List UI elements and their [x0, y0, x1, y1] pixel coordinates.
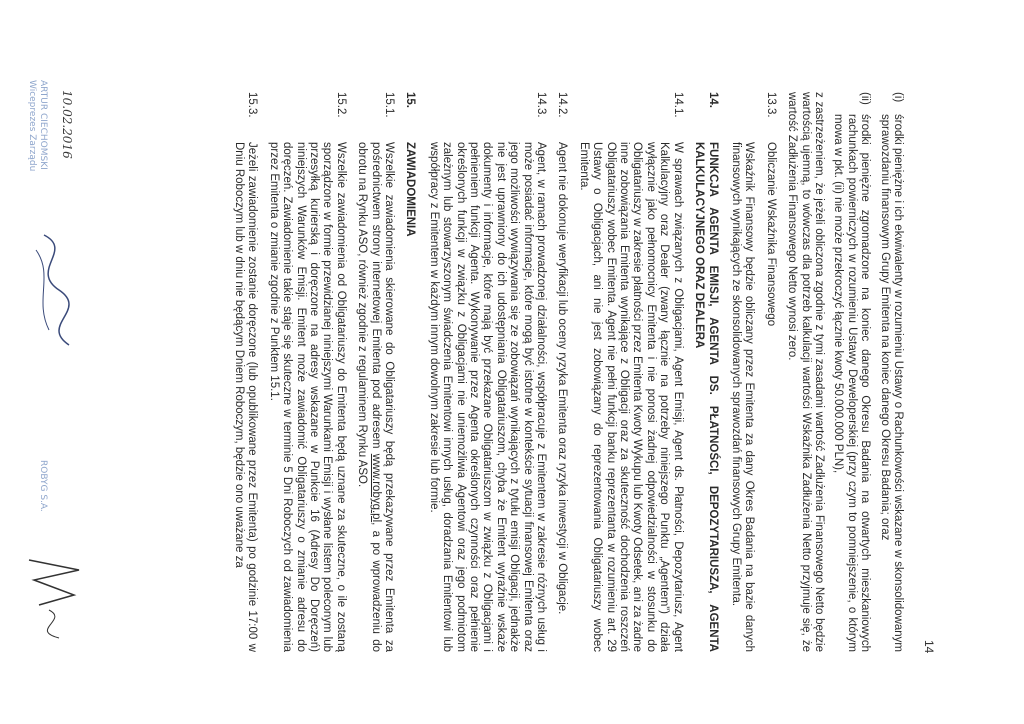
paragraph — [426, 92, 547, 652]
paragraph — [232, 92, 259, 652]
paragraph-number: 15.2. — [334, 92, 347, 118]
paragraph-text: z zastrzeżeniem, że jeżeli obliczona zgodnie z tymi zasadami wartość Zadłużenia Finansowego Netto będzie wartością ujemną, to wówczas dla potrzeb kalkulacji wartości Wskaźnika Zadłużenia Netto przyjmuje się, że wartość Zadłużenia Finansowego Netto wynosi zero. — [786, 92, 825, 652]
section-title: FUNKCJA AGENTA EMISJI, AGENTA DS. PŁATNOŚCI, DEPOZYTARIUSZA, AGENTA KALKULACYJNEGO ORAZ DEALERA — [693, 142, 719, 652]
paragraph-text: Agent, w ramach prowadzonej działalności, współpracuje z Emitentem w zakresie różnych usług i może posiadać informacje, które mogą być istotne w kontekście sytuacji finansowej Emitenta oraz jego możliwości wywiązywania się ze zobowiązań wynikających z tytułu emisji Obligacji, jednakże nie jest uprawniony do ich udostępniania Obligatariuszom, chyba że Emitent wyraźnie wskaże dokumenty i informacje, które mają być przekazane Obligatariuszom w związku z Obligacjami i pełnieniem funkcji Agenta. Wykonywanie przez Agenta określonych czynności oraz pełnienie określonych funkcji w związku z Obligacjami nie uniemożliwia Agentowi oraz jego podmiotom zależnym lub stowarzyszonym świadczenia Emitentowi innych usług, doradzania Emitentowi lub współpracy z Emitentem w każdym innym dowolnym zakresie lub formie. — [427, 142, 548, 652]
text-segment: , a po wprowadzeniu do obrotu na Rynku ASO, również zgodnie z regulaminem Rynku ASO. — [356, 142, 382, 653]
item-text: środki pieniężne zgromadzone na koniec danego Okresu Badania na otwartych mieszkaniowych rachunkach powierniczych w rozumieniu Ustawy Deweloperskiej (przy czym to pomniejszenie, o którym mowa w pkt. (ii) nie może przekroczyć łącznie kwoty 50.000.000 PLN), — [832, 114, 872, 652]
paragraph-text: W sprawach związanych z Obligacjami, Agent Emisji, Agent ds. Płatności, Depozytariusz, Agent Kalkulacyjny oraz Dealer (zwany łącznie na potrzeby niniejszego Punktu „Agentem”) działa wyłącznie jako pełnomocnicy Emitenta i nie ponosi żadnej odpowiedzialności w stosunku do Obligatariuszy w zakresie płatności przez Emitenta Kwoty Wykupu lub Kwoty Odsetek, ani za żadne inne zobowiązania Emitenta wynikające z Obligacji oraz za skuteczność dochodzenia roszczeń Obligatariuszy wobec Emitenta. Agent nie pełni funkcji banku reprezentanta w rozumieniu art. 29 Ustawy o Obligacjach, ani nie jest zobowiązany do reprezentowania Obligatariuszy wobec Emitenta. — [577, 142, 684, 652]
paragraph-number: 14.3. — [535, 92, 548, 118]
page-content — [224, 92, 904, 652]
section-heading-14 — [692, 92, 719, 652]
paragraph-text: Agent nie dokonuje weryfikacji lub oceny ryzyka Emitenta oraz ryzyka inwestycji w Obligacje. — [556, 142, 569, 615]
paragraph — [576, 92, 683, 652]
section-title: ZAWIADOMIENIA — [404, 142, 417, 237]
paragraph-number: 15.1. — [383, 92, 395, 118]
text-segment: Wszelkie zawiadomienia skierowane do Obligatariuszy będą przekazywane przez Emitenta za pośrednictwem strony internetowej Emitenta pod adresem — [369, 142, 395, 652]
paragraph-number: 14.2. — [556, 92, 569, 118]
list-item — [877, 92, 904, 652]
section-number: 15. — [404, 92, 417, 108]
page-number: 14 — [922, 640, 936, 654]
signature-image — [24, 230, 84, 350]
paragraph-number: 13.3. — [764, 92, 777, 118]
website-link[interactable]: www.robyg.pl — [369, 453, 382, 523]
paragraph-number: 15.3. — [246, 92, 259, 118]
section-number: 14. — [706, 92, 719, 108]
paragraph-text: Wszelkie zawiadomienia od Obligatariuszy do Emitenta będą uznane za skuteczne, o ile zostaną sporządzone w formie przewidzianej niniejszymi Warunkami Emisji i wysłane listem poleconym lub przesyłką kurierską i doręczone na adresy wskazane w Punkcie 16 (Adresy Do Doręczeń) niniejszych Warunków Emisji. Emitent może zawiadomić Obligatariuszy o zmianie adresu do doręczeń. Zawiadomienie takie staje się skuteczne w terminie 5 Dni Roboczych od zawiadomienia przez Emitenta o zmianie zgodnie z Punktem 15.1. — [267, 142, 347, 652]
item-label: (i) — [892, 92, 904, 103]
paragraph-text — [355, 142, 395, 652]
person-stamp: ARTUR CIECHOMSKI Wiceprezes Zarządu — [27, 80, 48, 172]
item-text: środki pieniężne i ich ekwiwalenty w rozumieniu Ustawy o Rachunkowości wskazane w skonsolidowanym sprawozdaniu finansowym Grupy Emitenta na koniec danego Okresu Badania; oraz — [878, 114, 904, 652]
section-heading-15 — [403, 92, 416, 652]
paragraph — [266, 92, 346, 652]
paragraph-number: 14.1. — [671, 92, 684, 118]
handwritten-date: 10.02.2016 — [60, 90, 74, 159]
paragraph-text: Jeżeli zawiadomienie zostanie doręczone (lub opublikowane przez Emitenta) po godzinie 17:00 w Dniu Roboczym lub w dniu nie będącym Dniem Roboczym, będzie ono uważane za — [232, 142, 259, 652]
paragraph-text: Wskaźnik Finansowy będzie obliczany przez Emitenta za dany Okres Badania na bazie danych finansowych wynikających ze skonsolidowanych sprawozdań finansowych Grupy Emitenta. — [729, 142, 756, 652]
signature-area — [4, 80, 144, 680]
paragraph — [355, 92, 395, 652]
list-item — [831, 92, 871, 652]
company-stamp: ROBYG S.A. — [38, 460, 48, 512]
item-label: (ii) — [859, 92, 872, 105]
signature-image — [19, 550, 89, 640]
paragraph — [555, 92, 568, 652]
paragraph-heading: Obliczanie Wskaźnika Finansowego — [764, 142, 777, 327]
paragraph — [763, 92, 776, 652]
